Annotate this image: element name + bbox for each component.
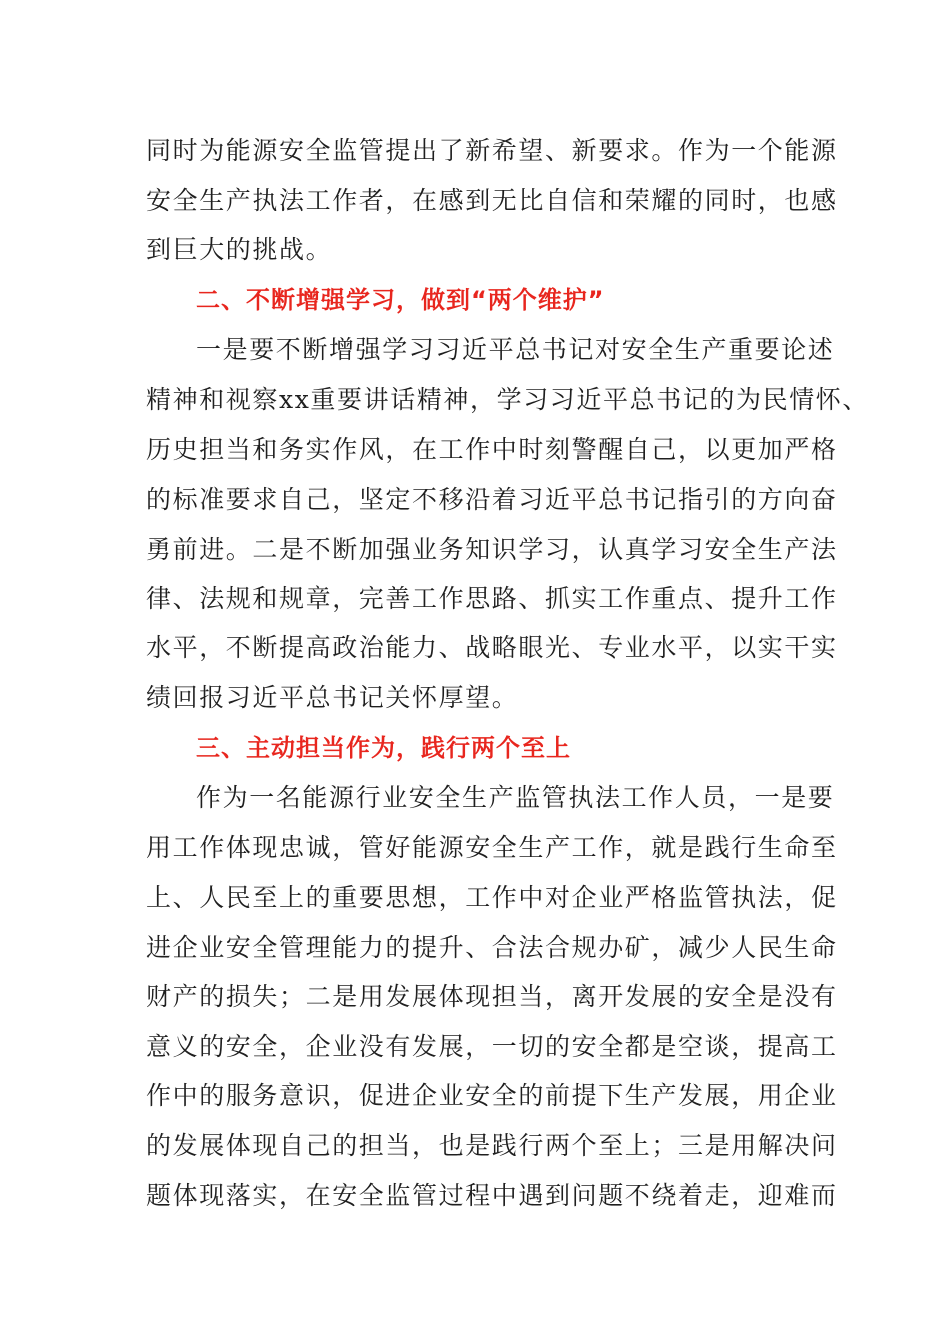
paragraph-line: 财产的损失；二是用发展体现担当，离开发展的安全是没有: [146, 982, 838, 1011]
paragraph-line: 勇前进。二是不断加强业务知识学习，认真学习安全生产法: [146, 535, 838, 564]
paragraph-line: 绩回报习近平总书记关怀厚望。: [146, 683, 519, 712]
paragraph-line: 精神和视察xx重要讲话精神，学习习近平总书记的为民情怀、: [146, 385, 870, 414]
paragraph-line: 作中的服务意识，促进企业安全的前提下生产发展，用企业: [146, 1081, 838, 1110]
paragraph-line: 同时为能源安全监管提出了新希望、新要求。作为一个能源: [146, 136, 838, 165]
paragraph-line: 用工作体现忠诚，管好能源安全生产工作，就是践行生命至: [146, 833, 838, 862]
paragraph-line: 的发展体现自己的担当，也是践行两个至上；三是用解决问: [146, 1131, 838, 1160]
paragraph-line: 进企业安全管理能力的提升、合法合规办矿，减少人民生命: [146, 933, 838, 962]
section-heading-2: 二、不断增强学习，做到“两个维护”: [196, 286, 605, 314]
paragraph-line: 作为一名能源行业安全生产监管执法工作人员，一是要: [196, 783, 835, 812]
paragraph-line: 到巨大的挑战。: [146, 235, 333, 264]
paragraph-line: 历史担当和务实作风，在工作中时刻警醒自己，以更加严格: [146, 435, 838, 464]
paragraph-line: 水平，不断提高政治能力、战略眼光、专业水平，以实干实: [146, 633, 838, 662]
paragraph-line: 意义的安全，企业没有发展，一切的安全都是空谈，提高工: [146, 1032, 838, 1061]
paragraph-line: 的标准要求自己，坚定不移沿着习近平总书记指引的方向奋: [146, 485, 838, 514]
paragraph-line: 上、人民至上的重要思想，工作中对企业严格监管执法，促: [146, 883, 838, 912]
paragraph-line: 题体现落实，在安全监管过程中遇到问题不绕着走，迎难而: [146, 1181, 838, 1210]
paragraph-line: 安全生产执法工作者，在感到无比自信和荣耀的同时，也感: [146, 186, 838, 215]
paragraph-line: 律、法规和规章，完善工作思路、抓实工作重点、提升工作: [146, 584, 838, 613]
paragraph-line: 一是要不断增强学习习近平总书记对安全生产重要论述: [196, 335, 835, 364]
section-heading-3: 三、主动担当作为，践行两个至上: [196, 734, 571, 762]
